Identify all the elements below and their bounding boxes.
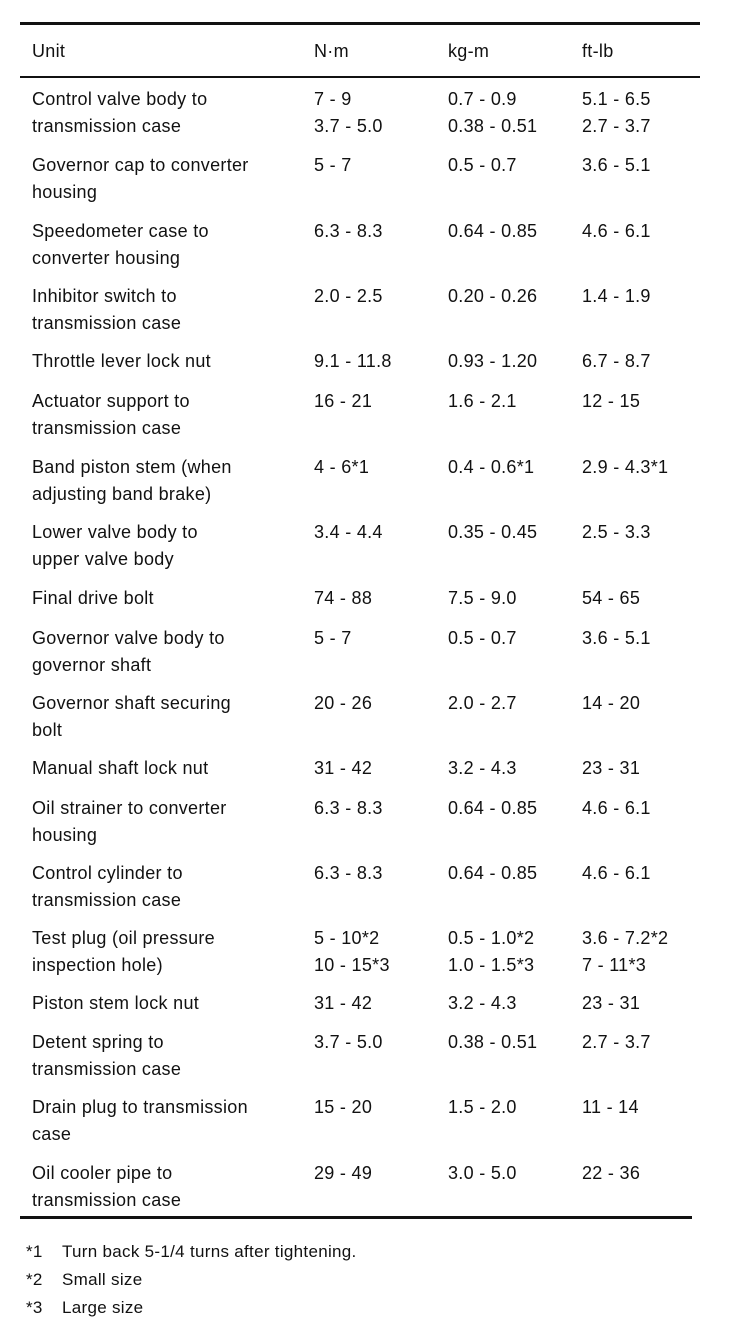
table-row xyxy=(0,585,736,625)
ftlb-line: 6.7 - 8.7 xyxy=(582,351,651,371)
kgm-line: 0.7 - 0.9 xyxy=(448,89,517,109)
footnote-text: Large size xyxy=(62,1298,144,1317)
cell-kgm xyxy=(448,690,517,717)
unit-line: housing xyxy=(32,182,98,202)
cell-nm xyxy=(314,1029,383,1056)
unit-line: upper valve body xyxy=(32,549,174,569)
nm-line: 3.7 - 5.0 xyxy=(314,1032,383,1052)
footnote xyxy=(26,1238,706,1266)
ftlb-line: 22 - 36 xyxy=(582,1163,641,1183)
unit-line: Governor cap to converter xyxy=(32,155,249,175)
cell-nm xyxy=(314,690,372,717)
footnote xyxy=(26,1266,706,1294)
cell-nm xyxy=(314,519,383,546)
kgm-line: 0.38 - 0.51 xyxy=(448,1032,538,1052)
footnote-mark: *1 xyxy=(26,1242,43,1261)
unit-line: Throttle lever lock nut xyxy=(32,351,211,371)
kgm-line: 0.64 - 0.85 xyxy=(448,863,538,883)
cell-nm xyxy=(314,1160,372,1187)
table-row xyxy=(0,283,736,348)
table-row xyxy=(0,795,736,860)
table-row xyxy=(0,990,736,1029)
cell-ftlb xyxy=(582,585,640,612)
ftlb-line: 11 - 14 xyxy=(582,1097,639,1117)
cell-unit xyxy=(32,585,300,612)
cell-unit xyxy=(32,152,300,206)
nm-line: 31 - 42 xyxy=(314,993,373,1013)
cell-nm xyxy=(314,283,383,310)
ftlb-line: 23 - 31 xyxy=(582,993,641,1013)
ftlb-line: 12 - 15 xyxy=(582,391,641,411)
ftlb-line: 5.1 - 6.5 xyxy=(582,89,651,109)
cell-unit xyxy=(32,625,300,679)
cell-ftlb xyxy=(582,152,651,179)
ftlb-line: 23 - 31 xyxy=(582,758,641,778)
cell-unit xyxy=(32,990,300,1017)
cell-unit xyxy=(32,388,300,442)
cell-kgm xyxy=(448,388,517,415)
header-unit: Unit xyxy=(32,41,66,61)
unit-line: Oil strainer to converter xyxy=(32,798,227,818)
kgm-line: 1.6 - 2.1 xyxy=(448,391,517,411)
unit-line: Control cylinder to xyxy=(32,863,183,883)
ftlb-line: 14 - 20 xyxy=(582,693,641,713)
table-row xyxy=(0,218,736,283)
nm-line: 5 - 10*2 xyxy=(314,928,380,948)
unit-line: Governor shaft securing xyxy=(32,693,231,713)
cell-ftlb xyxy=(582,519,651,546)
unit-line: Final drive bolt xyxy=(32,588,154,608)
ftlb-line: 4.6 - 6.1 xyxy=(582,863,651,883)
nm-line: 9.1 - 11.8 xyxy=(314,351,392,371)
cell-ftlb xyxy=(582,388,640,415)
nm-line: 74 - 88 xyxy=(314,588,373,608)
ftlb-line: 3.6 - 7.2*2 xyxy=(582,928,669,948)
table-row xyxy=(0,86,736,152)
header-ftlb: ft-lb xyxy=(582,41,614,61)
unit-line: case xyxy=(32,1124,72,1144)
cell-unit xyxy=(32,454,300,508)
ftlb-line: 1.4 - 1.9 xyxy=(582,286,651,306)
table-header-rule xyxy=(20,76,700,78)
ftlb-line: 3.6 - 5.1 xyxy=(582,155,651,175)
ftlb-line: 2.7 - 3.7 xyxy=(582,1032,651,1052)
footnotes xyxy=(26,1238,706,1322)
kgm-line: 0.20 - 0.26 xyxy=(448,286,538,306)
cell-kgm xyxy=(448,454,534,481)
nm-line: 16 - 21 xyxy=(314,391,373,411)
footnote-text: Turn back 5-1/4 turns after tightening. xyxy=(62,1242,357,1261)
unit-line: Drain plug to transmission xyxy=(32,1097,248,1117)
table-body xyxy=(0,86,736,1226)
kgm-line: 1.0 - 1.5*3 xyxy=(448,955,535,975)
nm-line: 6.3 - 8.3 xyxy=(314,221,383,241)
unit-line: Manual shaft lock nut xyxy=(32,758,209,778)
kgm-line: 3.2 - 4.3 xyxy=(448,993,517,1013)
ftlb-line: 54 - 65 xyxy=(582,588,641,608)
unit-line: Governor valve body to xyxy=(32,628,225,648)
table-row xyxy=(0,454,736,519)
ftlb-line: 7 - 11*3 xyxy=(582,955,647,975)
kgm-line: 1.5 - 2.0 xyxy=(448,1097,517,1117)
cell-ftlb xyxy=(582,795,651,822)
cell-kgm xyxy=(448,1094,517,1121)
table-row xyxy=(0,152,736,218)
table-row xyxy=(0,755,736,795)
unit-line: transmission case xyxy=(32,418,182,438)
footnote xyxy=(26,1294,706,1322)
cell-kgm xyxy=(448,218,537,245)
unit-line: Piston stem lock nut xyxy=(32,993,200,1013)
nm-line: 15 - 20 xyxy=(314,1097,373,1117)
cell-unit xyxy=(32,1094,300,1148)
kgm-line: 3.2 - 4.3 xyxy=(448,758,517,778)
unit-line: Band piston stem (when xyxy=(32,457,232,477)
cell-ftlb xyxy=(582,625,651,652)
cell-ftlb xyxy=(582,1029,651,1056)
header-nm: N·m xyxy=(314,41,349,61)
cell-kgm xyxy=(448,1029,537,1056)
cell-ftlb xyxy=(582,990,640,1017)
table-row xyxy=(0,925,736,990)
footnote-mark: *3 xyxy=(26,1298,43,1317)
cell-kgm xyxy=(448,755,517,782)
cell-ftlb xyxy=(582,86,651,140)
cell-ftlb xyxy=(582,860,651,887)
cell-nm xyxy=(314,625,352,652)
unit-line: housing xyxy=(32,825,98,845)
cell-ftlb xyxy=(582,283,651,310)
unit-line: Control valve body to xyxy=(32,89,208,109)
cell-nm xyxy=(314,1094,372,1121)
footnote-mark: *2 xyxy=(26,1270,43,1289)
unit-line: Inhibitor switch to xyxy=(32,286,177,306)
ftlb-line: 3.6 - 5.1 xyxy=(582,628,651,648)
ftlb-line: 2.5 - 3.3 xyxy=(582,522,651,542)
nm-line: 6.3 - 8.3 xyxy=(314,863,383,883)
cell-nm xyxy=(314,348,392,375)
kgm-line: 2.0 - 2.7 xyxy=(448,693,517,713)
cell-kgm xyxy=(448,1160,517,1187)
cell-unit xyxy=(32,218,300,272)
cell-kgm xyxy=(448,990,517,1017)
cell-kgm xyxy=(448,283,537,310)
table-row xyxy=(0,519,736,585)
table-bottom-rule xyxy=(20,1216,692,1219)
unit-line: Speedometer case to xyxy=(32,221,209,241)
table-row xyxy=(0,860,736,925)
nm-line: 5 - 7 xyxy=(314,628,352,648)
table-row xyxy=(0,625,736,690)
kgm-line: 0.64 - 0.85 xyxy=(448,221,538,241)
unit-line: bolt xyxy=(32,720,63,740)
unit-line: Lower valve body to xyxy=(32,522,198,542)
cell-kgm xyxy=(448,925,534,979)
nm-line: 31 - 42 xyxy=(314,758,373,778)
cell-kgm xyxy=(448,625,517,652)
kgm-line: 0.93 - 1.20 xyxy=(448,351,538,371)
ftlb-line: 4.6 - 6.1 xyxy=(582,798,651,818)
unit-line: converter housing xyxy=(32,248,181,268)
kgm-line: 3.0 - 5.0 xyxy=(448,1163,517,1183)
cell-unit xyxy=(32,1029,300,1083)
nm-line: 29 - 49 xyxy=(314,1163,373,1183)
cell-unit xyxy=(32,283,300,337)
nm-line: 3.4 - 4.4 xyxy=(314,522,383,542)
cell-nm xyxy=(314,860,383,887)
unit-line: governor shaft xyxy=(32,655,152,675)
cell-unit xyxy=(32,795,300,849)
cell-nm xyxy=(314,795,383,822)
nm-line: 10 - 15*3 xyxy=(314,955,390,975)
kgm-line: 0.5 - 0.7 xyxy=(448,155,517,175)
table-row xyxy=(0,388,736,454)
cell-nm xyxy=(314,585,372,612)
cell-kgm xyxy=(448,860,537,887)
cell-nm xyxy=(314,454,369,481)
cell-kgm xyxy=(448,795,537,822)
cell-ftlb xyxy=(582,218,651,245)
cell-unit xyxy=(32,519,300,573)
table-row xyxy=(0,1094,736,1160)
cell-unit xyxy=(32,348,300,375)
table-row xyxy=(0,690,736,755)
unit-line: transmission case xyxy=(32,1059,182,1079)
kgm-line: 0.4 - 0.6*1 xyxy=(448,457,535,477)
cell-nm xyxy=(314,152,352,179)
nm-line: 4 - 6*1 xyxy=(314,457,370,477)
table-header xyxy=(0,38,736,68)
cell-kgm xyxy=(448,86,537,140)
nm-line: 2.0 - 2.5 xyxy=(314,286,383,306)
cell-kgm xyxy=(448,348,537,375)
cell-nm xyxy=(314,218,383,245)
cell-nm xyxy=(314,388,372,415)
table-row xyxy=(0,348,736,388)
nm-line: 3.7 - 5.0 xyxy=(314,116,383,136)
unit-line: Actuator support to xyxy=(32,391,190,411)
cell-nm xyxy=(314,86,383,140)
cell-ftlb xyxy=(582,1160,640,1187)
header-kgm: kg-m xyxy=(448,41,490,61)
kgm-line: 0.64 - 0.85 xyxy=(448,798,538,818)
cell-kgm xyxy=(448,585,517,612)
unit-line: Detent spring to xyxy=(32,1032,164,1052)
unit-line: Oil cooler pipe to xyxy=(32,1163,173,1183)
table-row xyxy=(0,1029,736,1094)
cell-unit xyxy=(32,860,300,914)
nm-line: 7 - 9 xyxy=(314,89,352,109)
cell-unit xyxy=(32,925,300,979)
kgm-line: 0.5 - 1.0*2 xyxy=(448,928,535,948)
kgm-line: 0.35 - 0.45 xyxy=(448,522,538,542)
ftlb-line: 4.6 - 6.1 xyxy=(582,221,651,241)
cell-unit xyxy=(32,755,300,782)
unit-line: transmission case xyxy=(32,313,182,333)
unit-line: transmission case xyxy=(32,1190,182,1210)
cell-nm xyxy=(314,990,372,1017)
cell-ftlb xyxy=(582,690,640,717)
footnote-text: Small size xyxy=(62,1270,143,1289)
cell-ftlb xyxy=(582,1094,639,1121)
cell-nm xyxy=(314,755,372,782)
cell-ftlb xyxy=(582,925,668,979)
unit-line: inspection hole) xyxy=(32,955,163,975)
ftlb-line: 2.9 - 4.3*1 xyxy=(582,457,669,477)
cell-nm xyxy=(314,925,390,979)
cell-unit xyxy=(32,690,300,744)
kgm-line: 0.38 - 0.51 xyxy=(448,116,538,136)
kgm-line: 7.5 - 9.0 xyxy=(448,588,517,608)
unit-line: adjusting band brake) xyxy=(32,484,212,504)
table-top-rule xyxy=(20,22,700,25)
nm-line: 6.3 - 8.3 xyxy=(314,798,383,818)
kgm-line: 0.5 - 0.7 xyxy=(448,628,517,648)
cell-kgm xyxy=(448,519,537,546)
unit-line: transmission case xyxy=(32,116,182,136)
nm-line: 20 - 26 xyxy=(314,693,373,713)
cell-unit xyxy=(32,86,300,140)
cell-unit xyxy=(32,1160,300,1214)
cell-kgm xyxy=(448,152,517,179)
unit-line: transmission case xyxy=(32,890,182,910)
cell-ftlb xyxy=(582,454,668,481)
cell-ftlb xyxy=(582,348,651,375)
cell-ftlb xyxy=(582,755,640,782)
nm-line: 5 - 7 xyxy=(314,155,352,175)
ftlb-line: 2.7 - 3.7 xyxy=(582,116,651,136)
unit-line: Test plug (oil pressure xyxy=(32,928,215,948)
